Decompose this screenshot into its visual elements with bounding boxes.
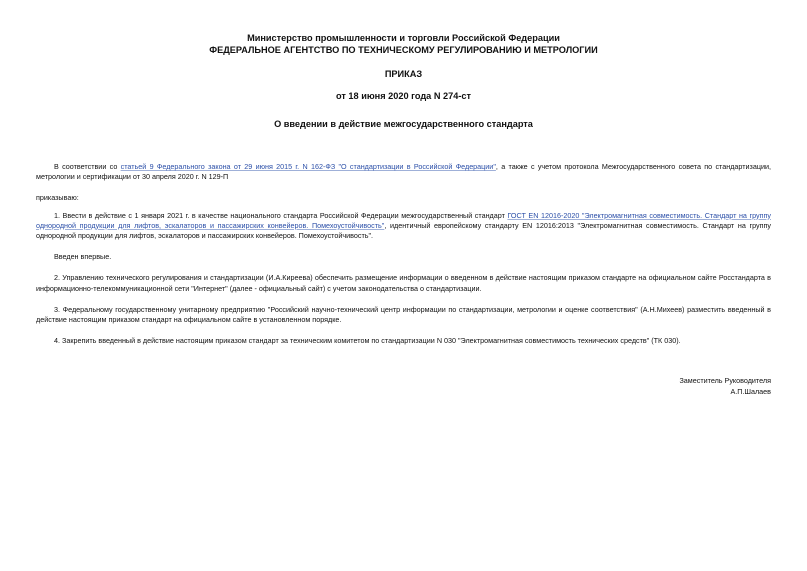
item-3-paragraph: 3. Федеральному государственному унитарному предприятию "Российский научно-технический центр информации по стандартизации, метрологии и оценке соответствия" (А.Н.Михеев) разместить введенный в действие настоящим приказом стандарт на официальном сайте в установленном порядке.: [36, 304, 771, 325]
signature-block: [36, 376, 771, 396]
document-subject: О введении в действие межгосударственного стандарта: [274, 119, 533, 129]
item-4-paragraph: 4. Закрепить введенный в действие настоящим приказом стандарт за техническим комитетом по стандартизации N 030 "Электромагнитная совместимость технических средств" (ТК 030).: [54, 336, 681, 346]
document-body: [36, 162, 771, 346]
preamble-text-before: В соответствии со: [54, 162, 121, 171]
gost-standard-link[interactable]: ГОСТ EN 12016-2020 "Электромагнитная совместимость. Стандарт на группу однородной продукции для лифтов, эскалаторов и пассажирских конвейеров. Помехоустойчивость": [36, 210, 771, 230]
preamble-text-after: , а также с учетом протокола Межгосударственного совета по стандартизации, метрологии и сертификации от 30 апреля 2020 г. N 129-П: [36, 162, 771, 182]
federal-law-link[interactable]: статьей 9 Федерального закона от 29 июня 2015 г. N 162-ФЗ "О стандартизации в Российской Федерации": [120, 162, 496, 171]
item-1-text-before: 1. Ввести в действие с 1 января 2021 г. в качестве национального стандарта Российской Федерации межгосударственный стандарт: [54, 210, 508, 220]
document-page: [36, 32, 771, 397]
first-time-note: Введен впервые.: [54, 252, 112, 262]
signatory-name: А.П.Шалаев: [730, 386, 771, 396]
item-1-text-after: , идентичный европейскому стандарту EN 12016:2013 "Электромагнитная совместимость. Стандарт на группу однородной продукции для лифтов, эскалаторов и пассажирских конвейеров. Помехоустойчивость".: [36, 220, 772, 241]
order-word: приказываю:: [36, 193, 79, 203]
item-1-paragraph: [36, 211, 771, 242]
document-type: ПРИКАЗ: [384, 69, 423, 79]
preamble-paragraph: [36, 162, 771, 182]
item-2-paragraph: 2. Управлению технического регулирования и стандартизации (И.А.Киреева) обеспечить размещение информации о введенном в действие настоящим приказом стандарте на официальном сайте Росстандарта в информационно-телекоммуникационной сети "Интернет" (далее - официальный сайт) с учетом законодательства о стандартизации.: [36, 273, 771, 293]
document-date-number: от 18 июня 2020 года N 274-ст: [335, 91, 472, 101]
agency-name: ФЕДЕРАЛЬНОЕ АГЕНТСТВО ПО ТЕХНИЧЕСКОМУ РЕГУЛИРОВАНИЮ И МЕТРОЛОГИИ: [209, 45, 598, 55]
signatory-position: Заместитель Руководителя: [679, 376, 771, 386]
ministry-name: Министерство промышленности и торговли Российской Федерации: [247, 33, 560, 43]
